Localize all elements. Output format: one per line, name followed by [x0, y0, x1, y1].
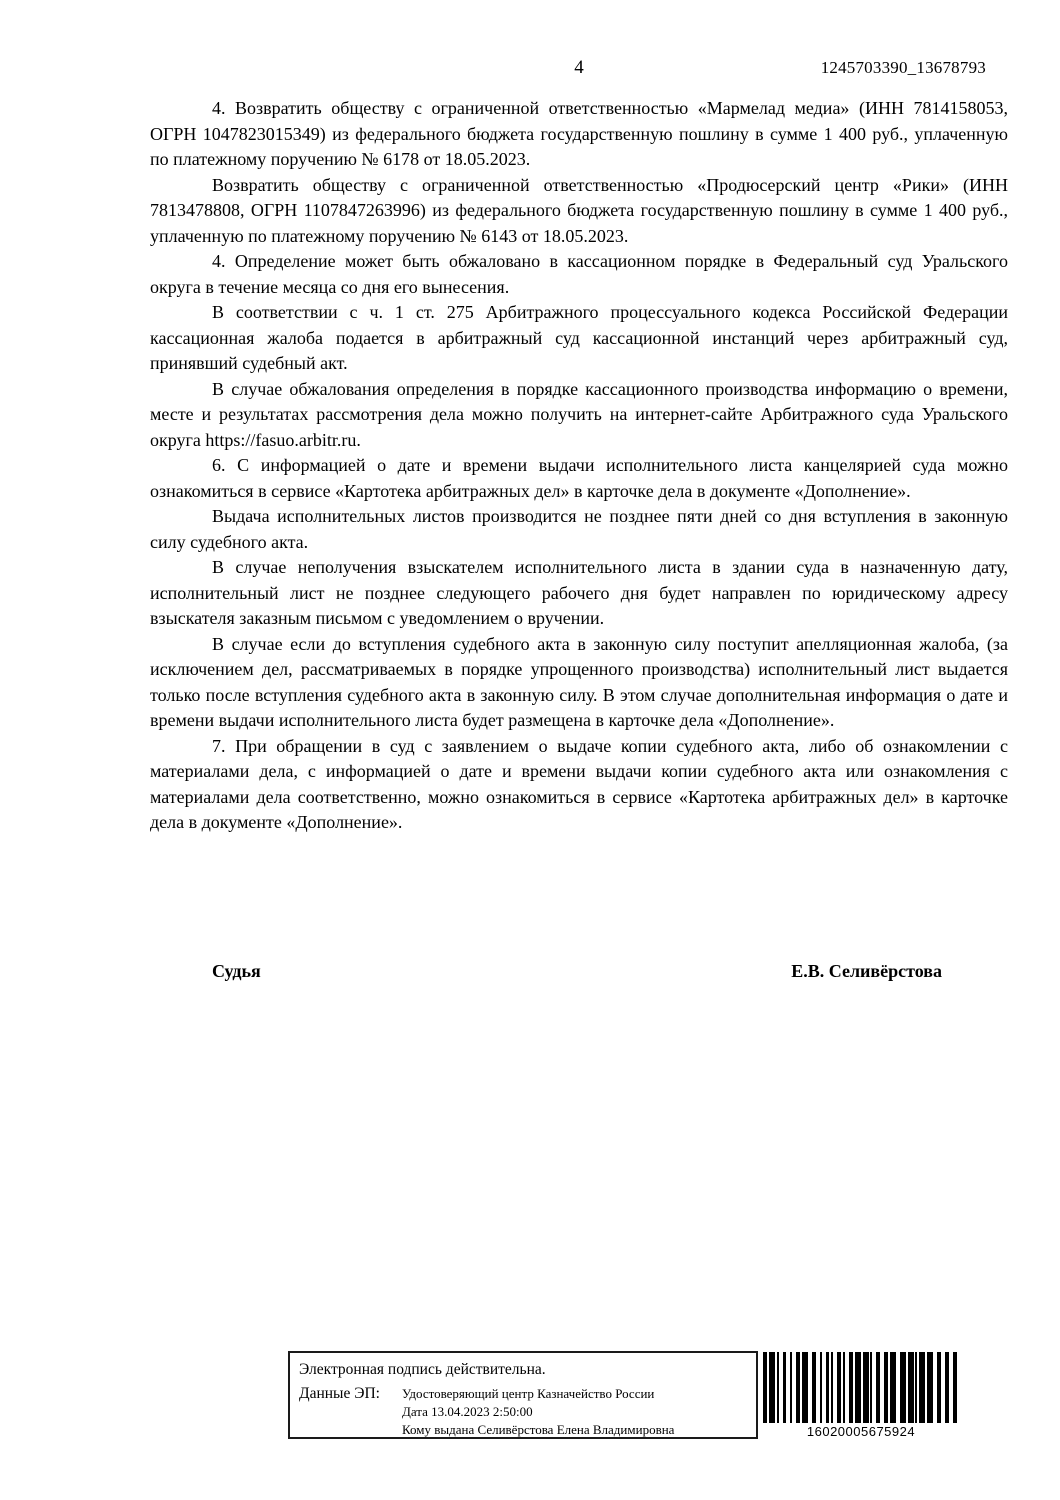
paragraph-writ-mailing: В случае неполучения взыскателем исполнительного листа в здании суда в назначенную дату, исполнительный лист не позднее следующего рабочего дня будет направлен по юридическому адресу взыскателя заказным письмом с уведомлением о вручении.	[150, 557, 1008, 628]
paragraph-writ-info: 6. С информацией о дате и времени выдачи исполнительного листа канцелярией суда можно ознакомиться в сервисе «Картотека арбитражных дел» в карточке дела в документе «Дополнение».	[150, 455, 1008, 501]
paragraph-appeal-procedure: 4. Определение может быть обжаловано в кассационном порядке в Федеральный суд Уральского округа в течение месяца со дня его вынесения.	[150, 251, 1008, 297]
barcode-number: 16020005675924	[806, 1424, 916, 1439]
signature-date-line: Дата 13.04.2023 2:50:00	[402, 1404, 533, 1419]
barcode	[763, 1352, 959, 1439]
judge-role-label: Судья	[212, 961, 261, 981]
paragraph-website-info: В случае обжалования определения в порядке кассационного производства информацию о времени, месте и результатах рассмотрения дела можно получить на интернет-сайте Арбитражного суда Уральского округа https://fasuo.arbitr.ru.	[150, 378, 1008, 450]
issued-to-line: Кому выдана Селивёрстова Елена Владимировна	[402, 1422, 675, 1437]
paragraph-appeal-writ: В случае если до вступления судебного акта в законную силу поступит апелляционная жалоба, (за исключением дел, рассматриваемых в порядке упрощенного производства) исполнительный лист выдается только после вступления судебного акта в законную силу. В этом случае дополнительная информация о дате и времени выдачи исполнительного листа будет размещена в карточке дела «Дополнение».	[150, 633, 1008, 730]
signature-row	[150, 961, 1008, 982]
document-body	[150, 96, 1008, 836]
electronic-signature-stamp	[288, 1351, 758, 1439]
document-id: 1245703390_13678793	[820, 58, 986, 77]
signature-validity-text: Электронная подпись действительна.	[299, 1361, 546, 1378]
paragraph-refund-riki: Возвратить обществу с ограниченной ответственностью «Продюсерский центр «Рики» (ИНН 7813478808, ОГРН 1107847263996) из федерального бюджета государственную пошлину в сумме 1 400 руб., уплаченную по платежному поручению № 6143 от 18.05.2023.	[150, 174, 1008, 246]
page-number: 4	[574, 57, 584, 78]
certifying-center-line: Удостоверяющий центр Казначейство России	[402, 1386, 655, 1401]
signature-data-label: Данные ЭП:	[299, 1385, 380, 1402]
judge-name: Е.В. Селивёрстова	[791, 961, 942, 981]
paragraph-copy-request: 7. При обращении в суд с заявлением о выдаче копии судебного акта, либо об ознакомлении с материалами дела, с информацией о дате и времени выдачи копии судебного акта или ознакомления с материалами дела соответственно, можно ознакомиться в сервисе «Картотека арбитражных дел» в карточке дела в документе «Дополнение».	[150, 735, 1008, 832]
barcode-bars-icon	[763, 1352, 959, 1423]
paragraph-writ-issuance: Выдача исполнительных листов производится не позднее пяти дней со дня вступления в законную силу судебного акта.	[150, 506, 1008, 552]
paragraph-refund-marmelad: 4. Возвратить обществу с ограниченной ответственностью «Мармелад медиа» (ИНН 7814158053, ОГРН 1047823015349) из федерального бюджета государственную пошлину в сумме 1 400 руб., уплаченную по платежному поручению № 6178 от 18.05.2023.	[150, 98, 1008, 169]
signature-data-row	[299, 1385, 748, 1439]
signature-details	[402, 1385, 674, 1439]
paragraph-cassation-rule: В соответствии с ч. 1 ст. 275 Арбитражного процессуального кодекса Российской Федерации кассационная жалоба подается в арбитражный суд кассационной инстанций через арбитражный суд, принявший судебный акт.	[150, 302, 1008, 373]
